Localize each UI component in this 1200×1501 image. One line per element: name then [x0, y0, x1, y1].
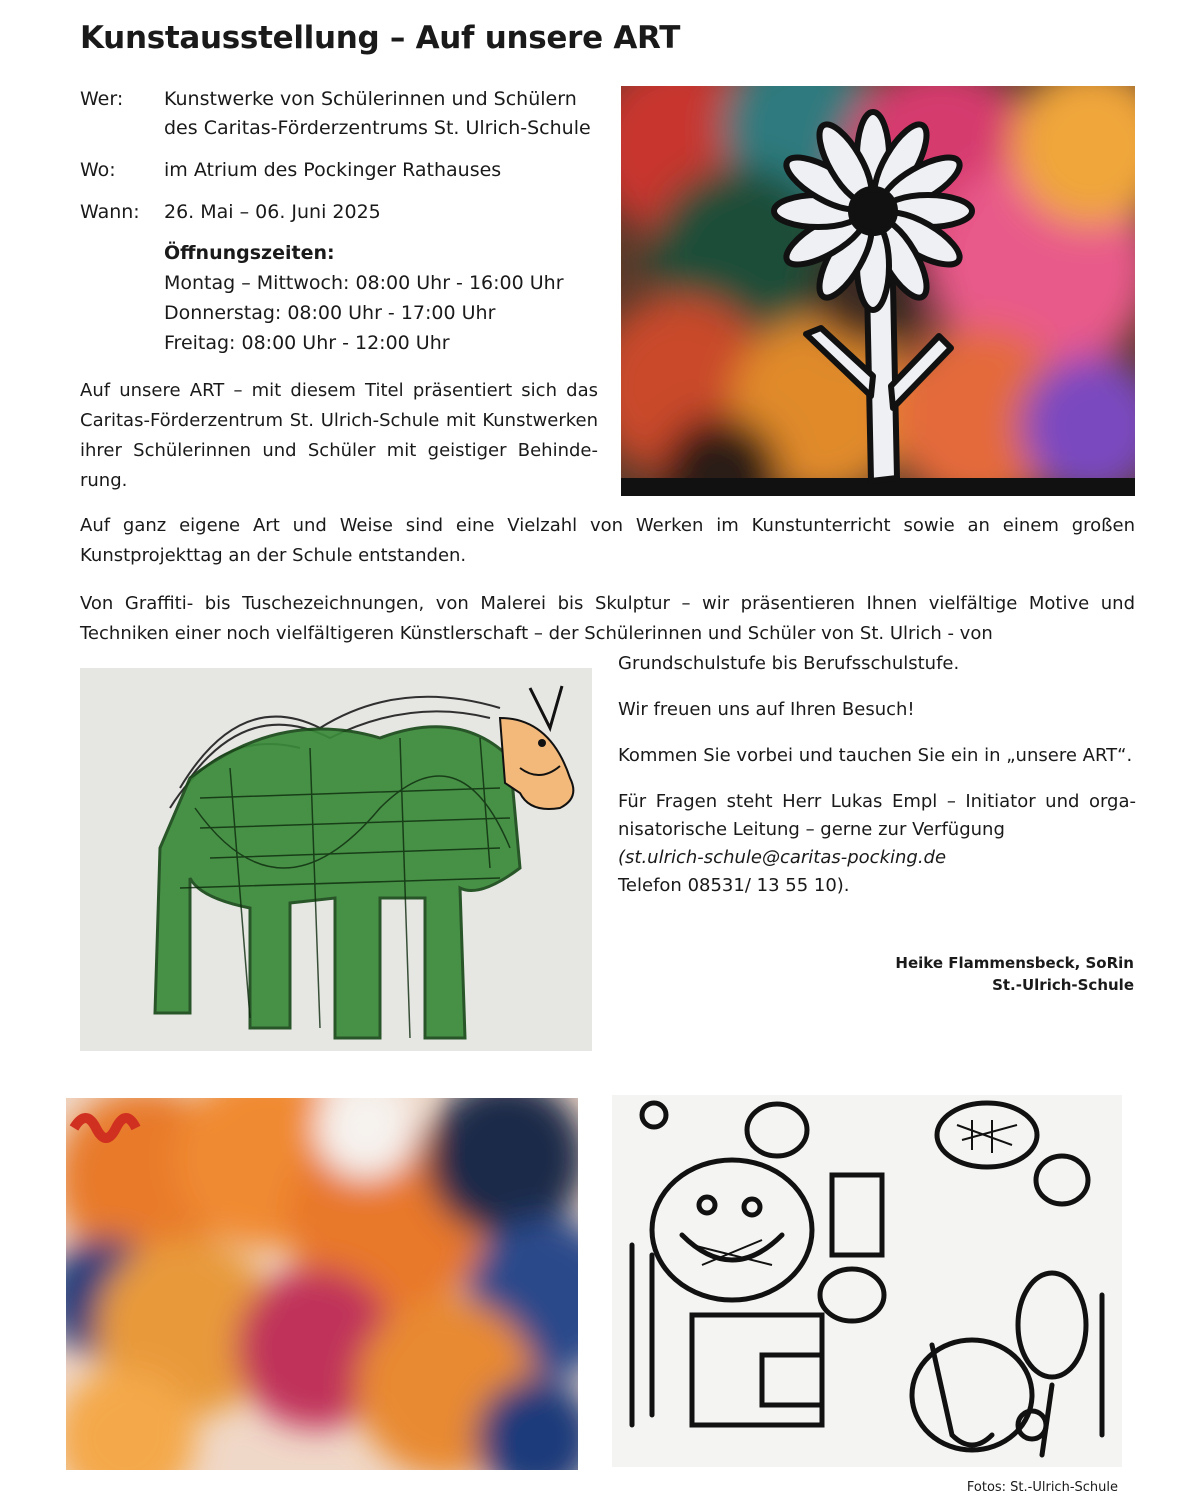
paragraph-3: Von Graffiti- bis Tuschezeichnungen, von Malerei bis Skulptur – wir präsentieren Ihnen vielfältige Motive und Techniken einer noch vielfältigeren Künstlerschaft – der Schülerinnen und Schüler von St. Ulrich - von: [80, 593, 1135, 644]
wer-label: Wer:: [80, 88, 124, 110]
paragraph-2: Auf ganz eigene Art und Weise sind eine Vielzahl von Werken im Kunstunterricht sowie an einem großen Kunstprojekttag an der Schule entstanden.: [80, 515, 1135, 566]
wo-label: Wo:: [80, 159, 116, 181]
wo-value: im Atrium des Pockinger Rathauses: [164, 159, 502, 181]
intro-paragraph: Auf unsere ART – mit diesem Titel präsentiert sich das Caritas-Förderzentrum St. Ulrich-Schule mit Kunstwerken ihrer Schülerinnen und Schüler mit geistiger Behinde-rung.: [80, 380, 598, 491]
opening-hours: [164, 238, 564, 358]
hours-line-3: Freitag: 08:00 Uhr - 12:00 Uhr: [164, 332, 450, 354]
page-title: Kunstausstellung – Auf unsere ART: [80, 20, 681, 56]
hours-title: Öffnungszeiten:: [164, 242, 335, 264]
artwork-flower: [621, 86, 1135, 496]
artwork-watercolor: [66, 1098, 578, 1470]
signature-org: St.-Ulrich-Schule: [992, 976, 1134, 994]
contact-email: (st.ulrich-schule@caritas-pocking.de: [618, 847, 947, 868]
contact-phone: Telefon 08531/ 13 55 10).: [618, 875, 850, 896]
paragraph-3-continued: Grundschulstufe bis Berufsschulstufe.: [618, 653, 960, 674]
hours-line-2: Donnerstag: 08:00 Uhr - 17:00 Uhr: [164, 302, 496, 324]
invite-text: Kommen Sie vorbei und tauchen Sie ein in „unsere ART“.: [618, 745, 1133, 766]
right-text-column: [618, 650, 1136, 900]
visit-text: Wir freuen uns auf Ihren Besuch!: [618, 699, 915, 720]
photo-credit: Fotos: St.-Ulrich-Schule: [966, 1480, 1118, 1495]
signature-name: Heike Flammensbeck, SoRin: [895, 954, 1134, 972]
artwork-faces-drawing: [612, 1095, 1122, 1467]
signature: [895, 952, 1134, 996]
artwork-green-animal: [80, 668, 592, 1051]
wann-value: 26. Mai – 06. Juni 2025: [164, 201, 381, 223]
hours-line-1: Montag – Mittwoch: 08:00 Uhr - 16:00 Uhr: [164, 272, 564, 294]
wer-line-1: Kunstwerke von Schülerinnen und Schülern: [164, 88, 577, 110]
wann-label: Wann:: [80, 201, 140, 223]
wer-line-2: des Caritas-Förderzentrums St. Ulrich-Schule: [164, 117, 591, 139]
contact-text: Für Fragen steht Herr Lukas Empl – Initiator und orga-nisatorische Leitung – gerne zur Verfügung: [618, 791, 1136, 840]
